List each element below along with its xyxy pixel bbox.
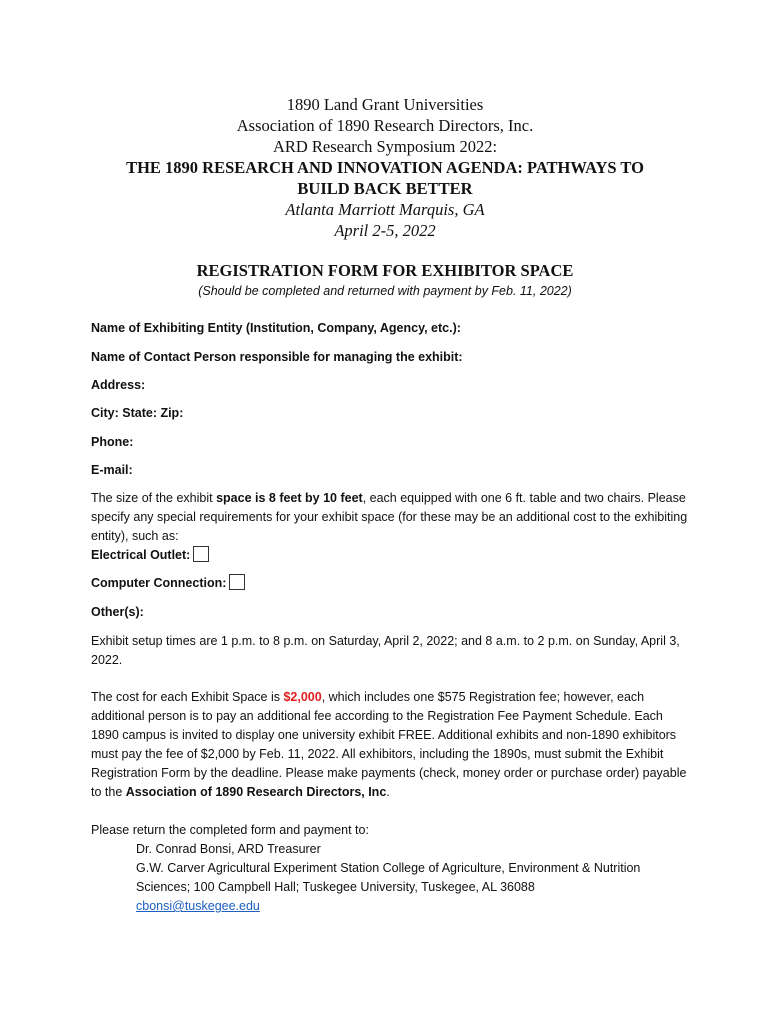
return-instructions: Please return the completed form and payment to:	[91, 823, 369, 837]
field-phone: Phone:	[91, 435, 134, 449]
field-address: Address:	[91, 378, 146, 392]
electrical-outlet-label: Electrical Outlet:	[91, 548, 191, 562]
setup-times-paragraph: Exhibit setup times are 1 p.m. to 8 p.m. on Saturday, April 2, 2022; and 8 a.m. to 2 p.m. on Sunday, April 3, 2022.	[91, 634, 680, 667]
field-email: E-mail:	[91, 463, 133, 477]
payee-name: Association of 1890 Research Directors, Inc	[125, 785, 387, 799]
size-text-bold: space is 8 feet by 10 feet	[216, 491, 363, 505]
electrical-outlet-row	[91, 546, 209, 564]
mailing-address: G.W. Carver Agricultural Experiment Station College of Agriculture, Environment & Nutrition Sciences; 100 Campbell Hall; Tuskegee University, Tuskegee, AL 36088	[136, 861, 641, 894]
field-others: Other(s):	[91, 605, 144, 619]
exhibit-price: $2,000	[283, 690, 322, 704]
symposium-title-line-1: THE 1890 RESEARCH AND INNOVATION AGENDA: PATHWAYS TO	[126, 158, 644, 177]
header-line-symposium: ARD Research Symposium 2022:	[272, 137, 498, 156]
computer-connection-checkbox[interactable]	[229, 574, 245, 590]
size-text-1: The size of the exhibit	[91, 491, 217, 505]
contact-email-line	[136, 897, 696, 916]
symposium-title-line-2: BUILD BACK BETTER	[297, 179, 473, 198]
event-dates: April 2-5, 2022	[334, 221, 436, 240]
cost-paragraph	[91, 688, 691, 802]
cost-text-1: The cost for each Exhibit Space is	[91, 690, 284, 704]
cost-text-3: .	[386, 785, 390, 799]
form-deadline-note: (Should be completed and returned with payment by Feb. 11, 2022)	[198, 284, 572, 298]
computer-connection-label: Computer Connection:	[91, 576, 227, 590]
header	[60, 94, 710, 241]
contact-email-link[interactable]: cbonsi@tuskegee.edu	[136, 899, 260, 913]
header-line-association: Association of 1890 Research Directors, Inc.	[236, 116, 534, 135]
field-city-state-zip: City: State: Zip:	[91, 406, 184, 420]
header-line-universities: 1890 Land Grant Universities	[286, 95, 484, 114]
field-contact-person: Name of Contact Person responsible for managing the exhibit:	[91, 350, 463, 364]
cost-text-2: , which includes one $575 Registration fee; however, each additional person is to pay an additional fee according to the Registration Fee Payment Schedule. Each 1890 campus is invited to display one university exhibit FREE. Additional exhibits and non-1890 exhibitors must pay the fee of $2,000 by Feb. 11, 2022. All exhibitors, including the 1890s, must submit the Exhibit Registration Form by the deadline. Please make payments (check, money order or purchase order) payable to the	[91, 690, 687, 799]
form-title: REGISTRATION FORM FOR EXHIBITOR SPACE	[196, 261, 574, 280]
size-text-2: , each equipped with one 6 ft. table and two chairs. Please specify any special requirements for your exhibit space (for these may be an additional cost to the exhibiting entity), such as:	[91, 491, 688, 543]
treasurer-name: Dr. Conrad Bonsi, ARD Treasurer	[136, 842, 321, 856]
field-exhibiting-entity: Name of Exhibiting Entity (Institution, Company, Agency, etc.):	[91, 321, 461, 335]
computer-connection-row	[91, 574, 245, 592]
exhibit-size-paragraph	[91, 489, 691, 546]
electrical-outlet-checkbox[interactable]	[193, 546, 209, 562]
venue: Atlanta Marriott Marquis, GA	[285, 200, 485, 219]
